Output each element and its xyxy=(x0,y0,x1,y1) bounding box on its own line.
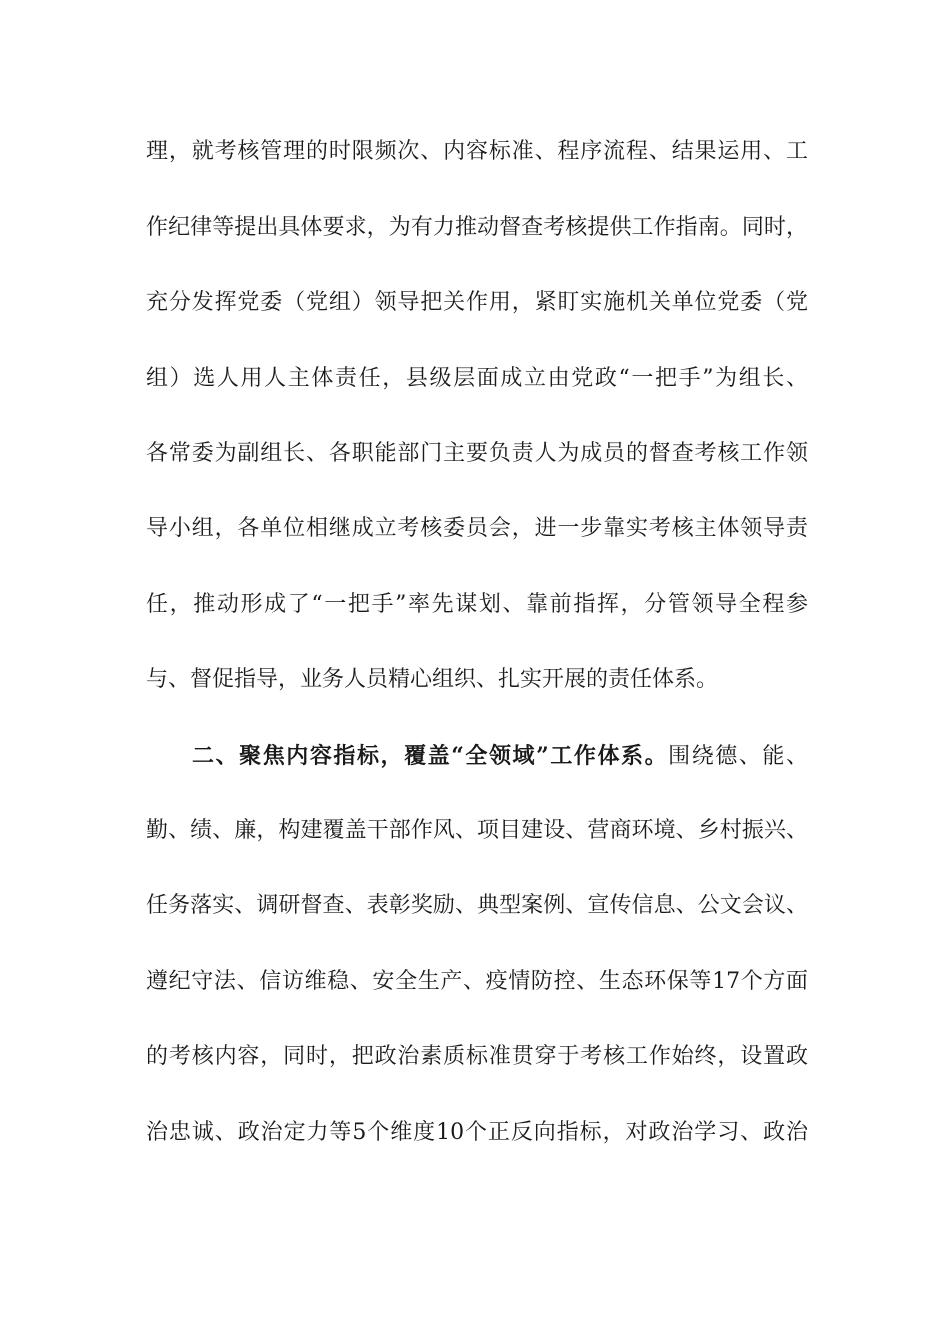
paragraph-2-line-5: 的考核内容，同时，把政治素质标准贯穿于考核工作始终，设置政 xyxy=(146,1044,808,1069)
paragraph-1-line-3: 充分发挥党委（党组）领导把关作用，紧盯实施机关单位党委（党 xyxy=(146,290,808,315)
paragraph-1-line-6: 导小组，各单位相继成立考核委员会，进一步靠实考核主体领导责 xyxy=(146,516,808,541)
paragraph-1-line-7: 任，推动形成了“一把手”率先谋划、靠前指挥，分管领导全程参 xyxy=(146,592,808,617)
paragraph-2-line-3: 任务落实、调研督查、表彰奖励、典型案例、宣传信息、公文会议、 xyxy=(146,893,808,918)
paragraph-1-line-4: 组）选人用人主体责任，县级层面成立由党政“一把手”为组长、 xyxy=(146,366,808,391)
paragraph-2-line-4: 遵纪守法、信访维稳、安全生产、疫情防控、生态环保等17个方面 xyxy=(146,969,808,994)
paragraph-2-line-6: 治忠诚、政治定力等5个维度10个正反向指标，对政治学习、政治 xyxy=(146,1120,808,1145)
paragraph-1-line-2: 作纪律等提出具体要求，为有力推动督查考核提供工作指南。同时， xyxy=(146,215,808,240)
paragraph-1-line-1: 理，就考核管理的时限频次、内容标准、程序流程、结果运用、工 xyxy=(146,139,808,164)
paragraph-1-line-5: 各常委为副组长、各职能部门主要负责人为成员的督查考核工作领 xyxy=(146,441,808,466)
paragraph-1-line-8: 与、督促指导，业务人员精心组织、扎实开展的责任体系。 xyxy=(146,667,719,692)
paragraph-2-line-1 xyxy=(192,736,808,776)
paragraph-2-line-2: 勤、绩、廉，构建覆盖干部作风、项目建设、营商环境、乡村振兴、 xyxy=(146,818,808,843)
section-heading: 二、聚焦内容指标，覆盖“全领域”工作体系。 xyxy=(192,743,669,769)
paragraph-2-line-1-rest: 围绕德、能、 xyxy=(668,744,808,769)
